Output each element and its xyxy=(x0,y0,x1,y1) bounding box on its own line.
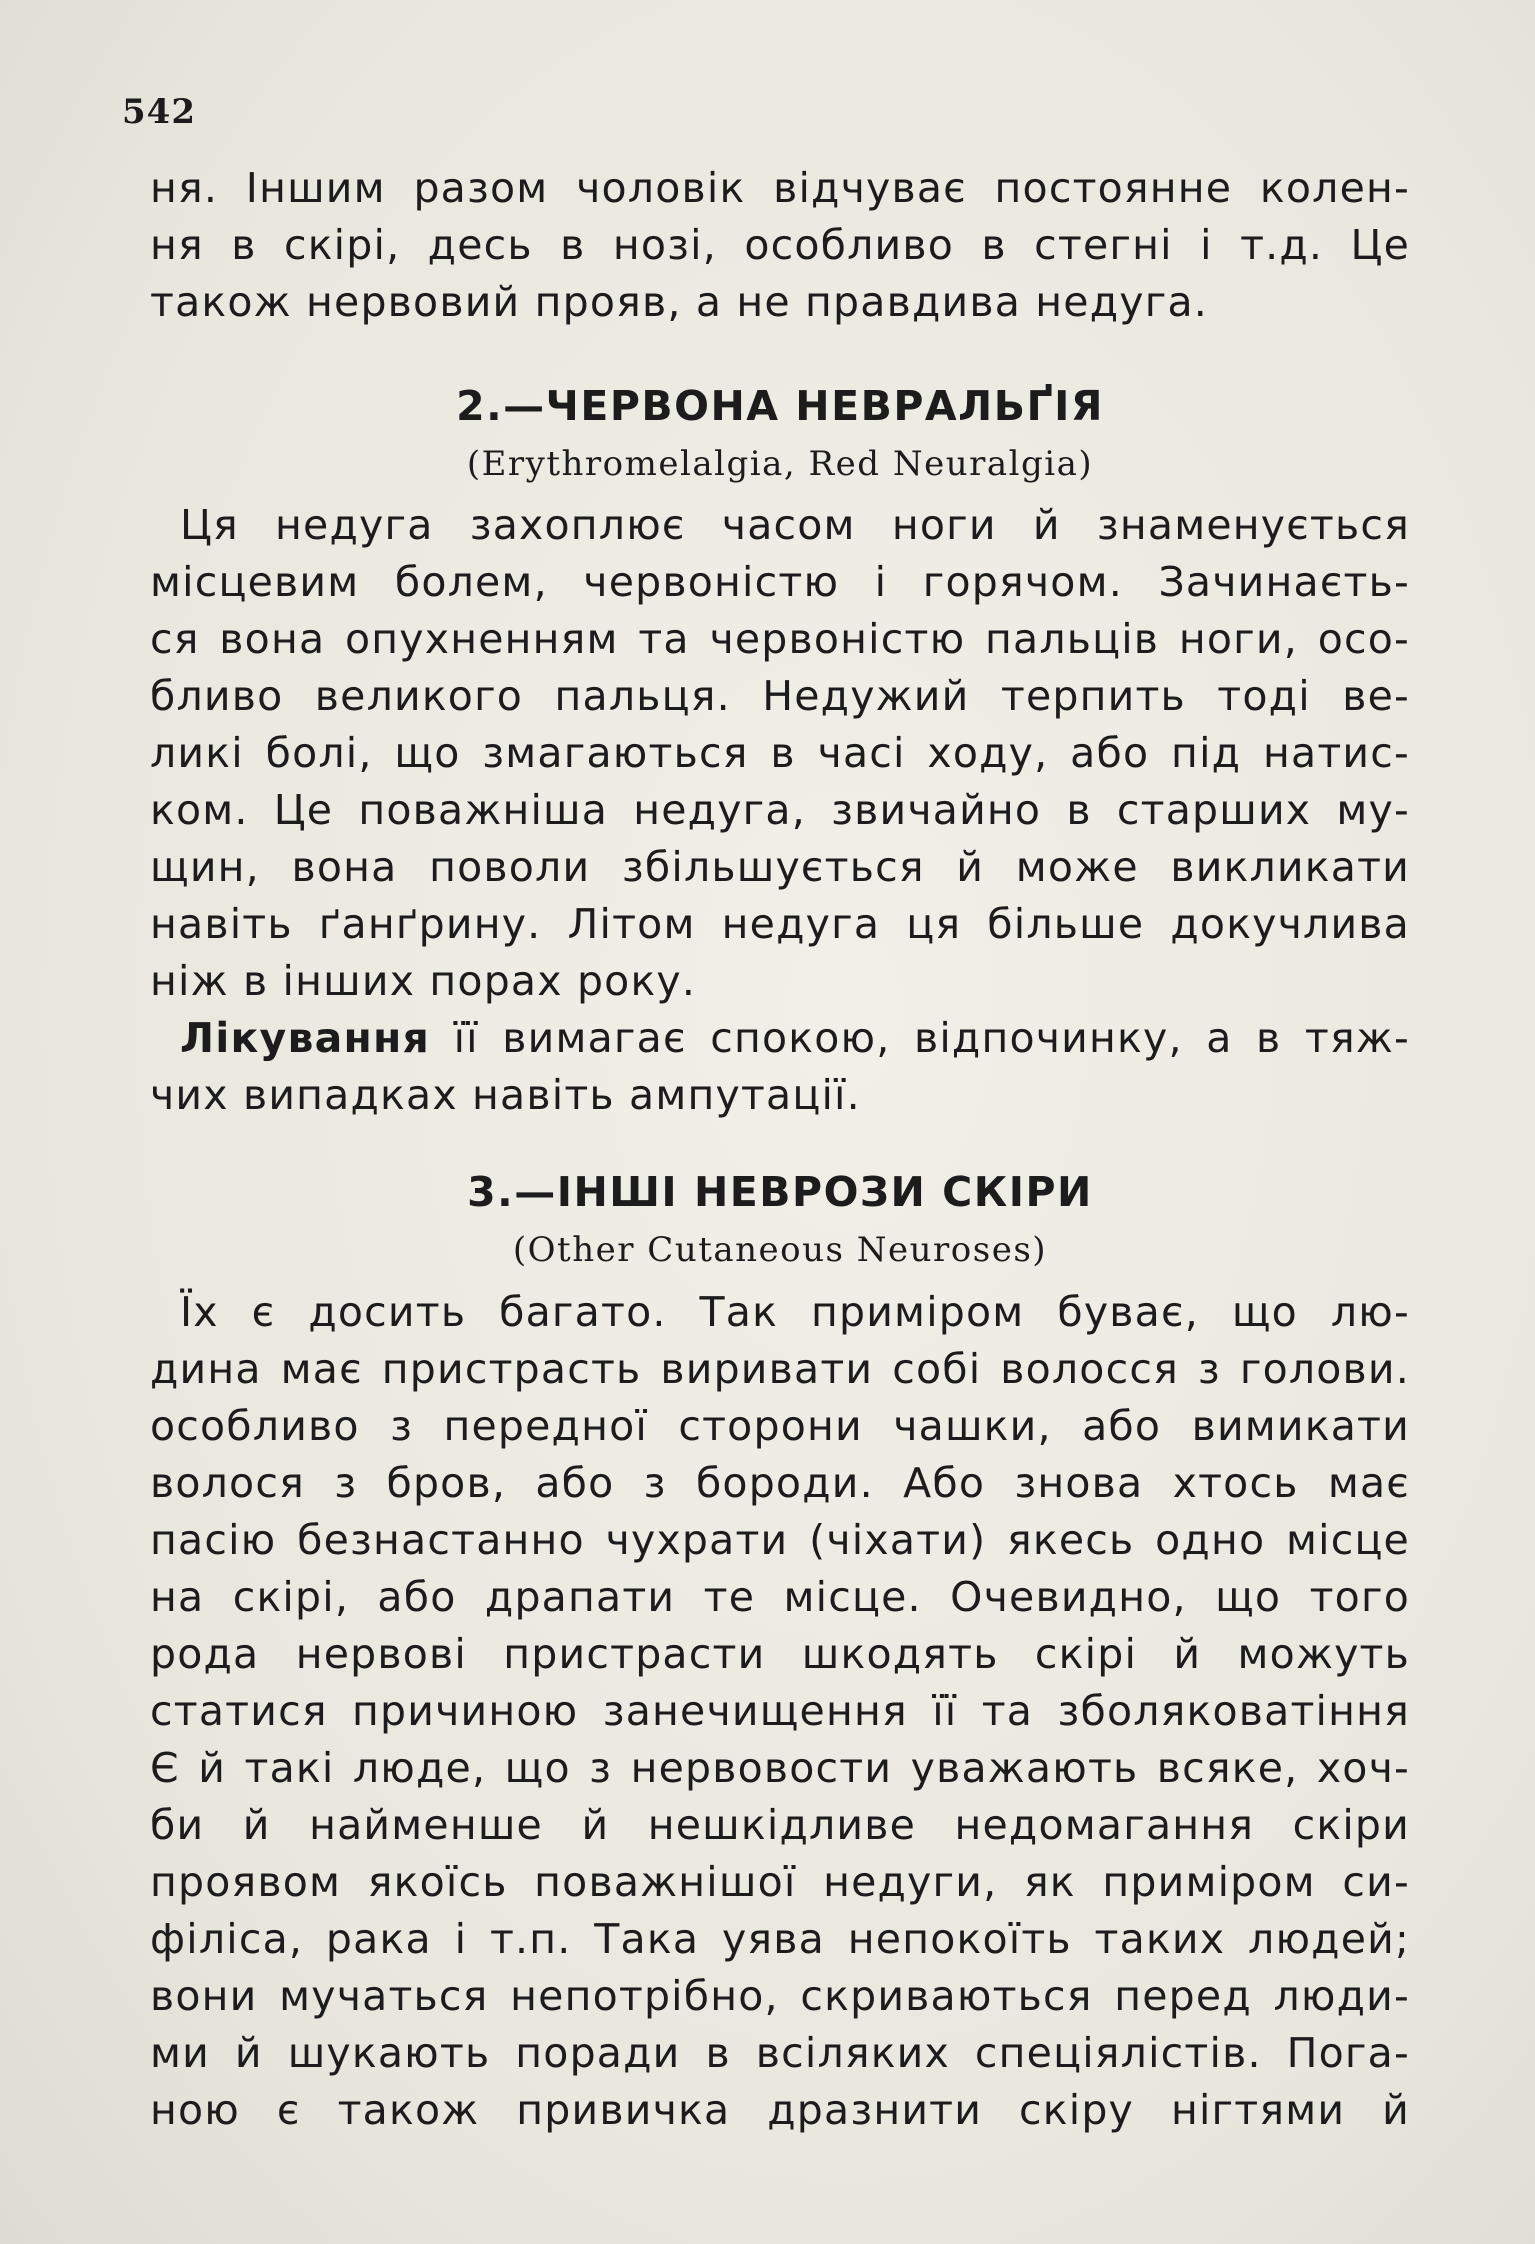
text-line: ликі болі, що змагаються в часі ходу, або під натис- xyxy=(150,729,1410,777)
text-line: пасію безнастанно чухрати (чіхати) якесь одно місце xyxy=(150,1516,1410,1564)
text-line: особливо з передної сторони чашки, або вимикати xyxy=(150,1402,1410,1450)
text-line: вони мучаться непотрібно, скриваються перед люди- xyxy=(150,1972,1410,2020)
text-line: Їх є досить багато. Так приміром буває, що лю- xyxy=(180,1288,1410,1336)
text-line: ми й шукають поради в всіляких спеціялістів. Пога- xyxy=(150,2029,1410,2077)
section-3-subtitle: (Other Cutaneous Neuroses) xyxy=(512,1230,1048,1270)
text-line xyxy=(150,1010,1410,1067)
text-line: Ця недуга захоплює часом ноги й знаменується xyxy=(180,501,1410,549)
text-line: ня в скірі, десь в нозі, особливо в стегні і т.д. Це xyxy=(150,221,1410,269)
text-line-rest: її вимагає спокою, відпочинку, а в тяж- xyxy=(430,1014,1410,1062)
text-line: щин, вона поволи збільшується й може викликати xyxy=(150,843,1410,891)
text-line: бливо великого пальця. Недужий терпить тоді ве- xyxy=(150,672,1410,720)
section-2-title: 2.—ЧЕРВОНА НЕВРАЛЬҐІЯ xyxy=(456,382,1104,430)
text-line: також нервовий прояв, а не правдива недуга. xyxy=(150,278,1209,326)
text-line: чих випадках навіть ампутації. xyxy=(150,1071,861,1119)
text-line: ком. Це поважніша недуга, звичайно в старших му- xyxy=(150,786,1410,834)
text-line: Є й такі люде, що з нервовости уважають всяке, хоч- xyxy=(150,1744,1410,1792)
text-line: місцевим болем, червоністю і горячом. Зачинаєть- xyxy=(150,558,1410,606)
section-3-paragraph xyxy=(150,1284,1410,2139)
treatment-word: Лікування xyxy=(180,1014,431,1062)
section-2-paragraph-2 xyxy=(150,1010,1410,1124)
text-line: проявом якоїсь поважнішої недуги, як приміром си- xyxy=(150,1858,1410,1906)
text-line: статися причиною занечищення її та зболяковатіння xyxy=(150,1687,1410,1735)
section-3-title: 3.—ІНШІ НЕВРОЗИ СКІРИ xyxy=(467,1168,1093,1216)
text-line: ною є також привичка дразнити скіру нігтями й xyxy=(150,2086,1410,2134)
intro-paragraph xyxy=(150,160,1410,331)
text-line: дина має пристрасть виривати собі волосся з голови. xyxy=(150,1345,1410,1393)
text-line: навіть ґанґрину. Літом недуга ця більше докучлива xyxy=(150,900,1410,948)
text-line: на скірі, або драпати те місце. Очевидно, що того xyxy=(150,1573,1410,1621)
text-line: ніж в інших порах року. xyxy=(150,957,697,1005)
section-2-paragraph-1 xyxy=(150,497,1410,1010)
text-line: рода нервові пристрасти шкодять скірі й можуть xyxy=(150,1630,1410,1678)
text-line: би й найменше й нешкідливе недомагання скіри xyxy=(150,1801,1410,1849)
section-2-subtitle: (Erythromelalgia, Red Neuralgia) xyxy=(466,444,1094,484)
text-line: ся вона опухненням та червоністю пальців ноги, осо- xyxy=(150,615,1410,663)
text-line: філіса, рака і т.п. Така уява непокоїть таких людей; xyxy=(150,1915,1410,1963)
text-line: волося з бров, або з бороди. Або знова хтось має xyxy=(150,1459,1410,1507)
text-line: ня. Іншим разом чоловік відчуває постоянне колен- xyxy=(150,164,1410,212)
page-number: 542 xyxy=(122,92,196,132)
